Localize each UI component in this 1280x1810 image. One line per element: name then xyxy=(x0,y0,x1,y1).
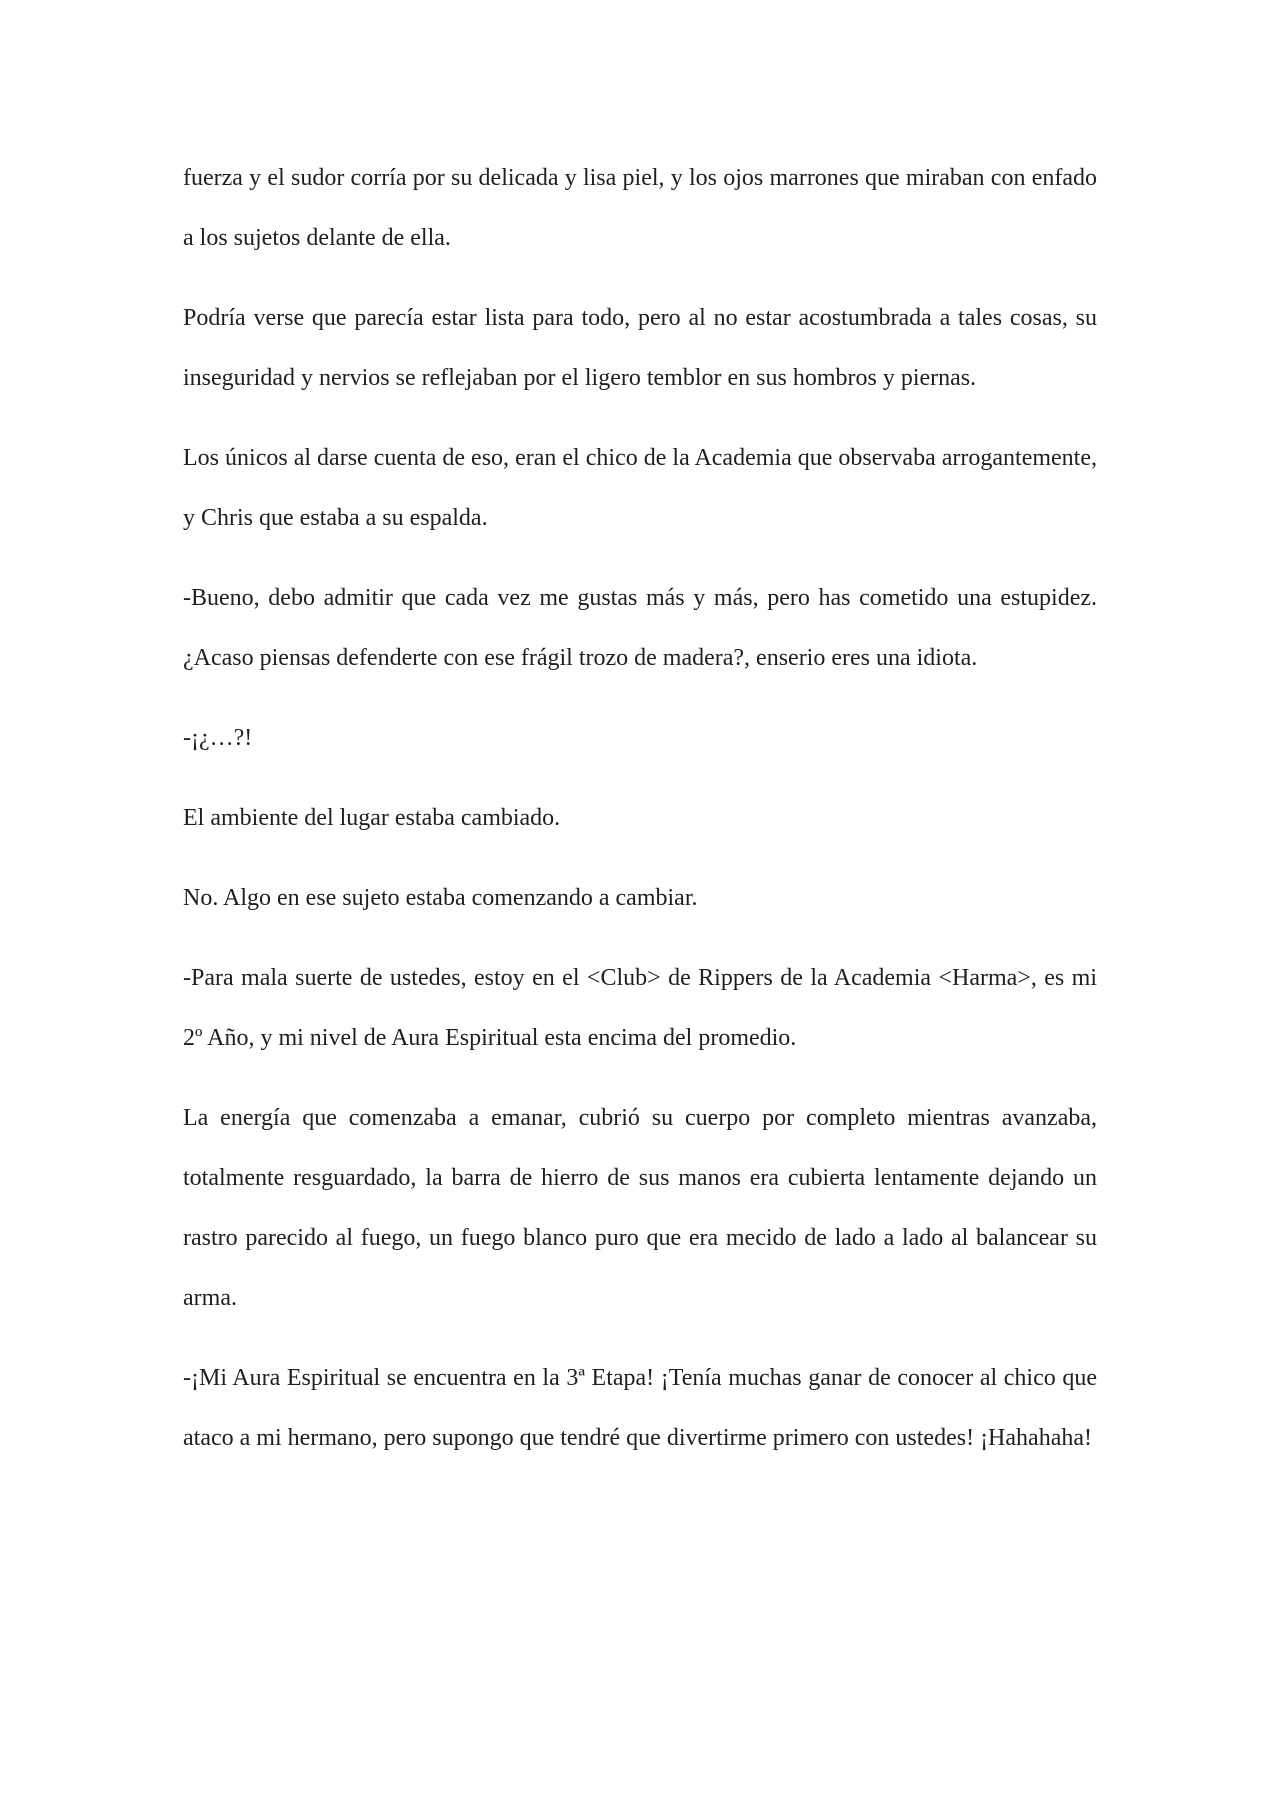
paragraph-4: -Bueno, debo admitir que cada vez me gustas más y más, pero has cometido una estupidez. ¿Acaso piensas defenderte con ese frágil trozo de madera?, enserio eres una idiota. xyxy=(183,585,1097,671)
body-text xyxy=(183,148,1097,1488)
paragraph-2: Podría verse que parecía estar lista para todo, pero al no estar acostumbrada a tales cosas, su inseguridad y nervios se reflejaban por el ligero temblor en sus hombros y piernas. xyxy=(183,305,1097,391)
paragraph-7: No. Algo en ese sujeto estaba comenzando a cambiar. xyxy=(183,885,698,911)
paragraph-1: fuerza y el sudor corría por su delicada y lisa piel, y los ojos marrones que miraban con enfado a los sujetos delante de ella. xyxy=(183,165,1097,251)
paragraph-6: El ambiente del lugar estaba cambiado. xyxy=(183,805,561,831)
paragraph-8: -Para mala suerte de ustedes, estoy en el <Club> de Rippers de la Academia <Harma>, es mi 2º Año, y mi nivel de Aura Espiritual esta encima del promedio. xyxy=(183,965,1097,1051)
paragraph-9: La energía que comenzaba a emanar, cubrió su cuerpo por completo mientras avanzaba, totalmente resguardado, la barra de hierro de sus manos era cubierta lentamente dejando un rastro parecido al fuego, un fuego blanco puro que era mecido de lado a lado al balancear su arma. xyxy=(183,1105,1097,1311)
paragraph-3: Los únicos al darse cuenta de eso, eran el chico de la Academia que observaba arrogantemente, y Chris que estaba a su espalda. xyxy=(183,445,1097,531)
paragraph-5: -¡¿…?! xyxy=(183,725,253,751)
paragraph-10: -¡Mi Aura Espiritual se encuentra en la 3ª Etapa! ¡Tenía muchas ganar de conocer al chico que ataco a mi hermano, pero supongo que tendré que divertirme primero con ustedes! ¡Hahahaha! xyxy=(183,1365,1097,1451)
